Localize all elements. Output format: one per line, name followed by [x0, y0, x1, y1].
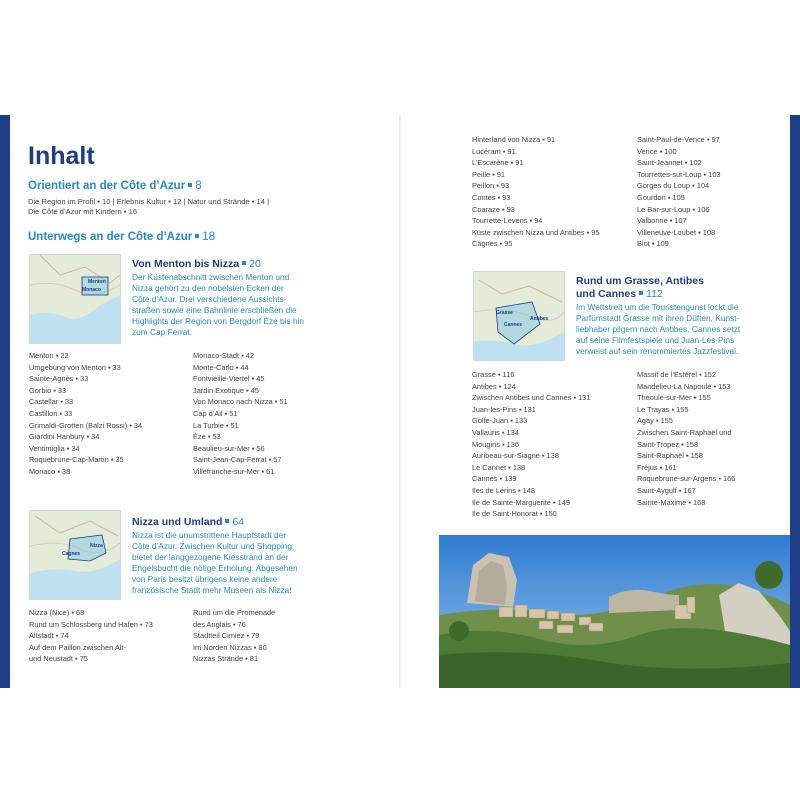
- grasse-desc-line: liebhaber pilgern nach Antibes, Cannes setzt: [576, 324, 741, 334]
- list-item: Grasse ▪ 116: [472, 370, 515, 379]
- list-item: Gorbio ▪ 33: [29, 385, 67, 395]
- list-item: Peillon ▪ 93: [472, 181, 510, 191]
- list-item: Le Bar-sur-Loup ▪ 106: [637, 204, 710, 214]
- list-item: Nizzas Strände ▪ 81: [193, 654, 259, 664]
- list-item: Monte-Carlo ▪ 44: [193, 362, 249, 372]
- grasse-title-line-2: [576, 288, 704, 301]
- list-item: Roquebrune-Cap-Martin ▪ 35: [29, 455, 124, 465]
- list-item: Biot ▪ 109: [637, 239, 669, 249]
- nizza-desc-line: bietet der langgezogene Kiesstrand an der: [132, 552, 289, 562]
- menton-desc-line: straßen sowie eine Bahnlinie erschließen die: [132, 305, 297, 315]
- nizza-description: [132, 530, 298, 596]
- list-item: Giardini Hanbury ▪ 34: [29, 432, 100, 442]
- list-item: Küste zwischen Nizza und Antibes ▪ 95: [472, 227, 600, 237]
- bullet-square-icon: [639, 291, 643, 295]
- nizza-map-label-cagnes: Cagnes: [62, 551, 81, 557]
- nizza-list-col1: [29, 607, 153, 665]
- list-item: Villeneuve-Loubet ▪ 108: [637, 227, 716, 237]
- nizza-list-col2: [193, 607, 275, 665]
- list-item: Saint-Jeannet ▪ 102: [637, 158, 702, 168]
- section-orientiert-heading: [28, 180, 202, 192]
- grasse-map-label-cannes: Cannes: [504, 322, 523, 328]
- grasse-desc-line: verweist auf sein renommiertes Jazzfestival.: [576, 346, 739, 356]
- list-item: Vence ▪ 100: [637, 146, 677, 156]
- list-item: Nizza (Nice) ▪ 68: [29, 608, 85, 617]
- list-item: Mougins ▪ 136: [472, 439, 519, 449]
- list-item: Sainte-Agnès ▪ 33: [29, 374, 89, 384]
- list-item: Jardin Exotique ▪ 45: [193, 385, 259, 395]
- section-unterwegs-title: Unterwegs an der Côte d’Azur: [28, 231, 193, 243]
- menton-desc-line: zum Cap Ferrat.: [132, 327, 192, 337]
- list-item: Auribeau-sur-Siagne ▪ 138: [472, 451, 559, 461]
- bullet-square-icon: [225, 519, 229, 523]
- list-item: Iles de Lérins ▪ 148: [472, 485, 536, 495]
- menton-list-col1: [29, 350, 142, 478]
- list-item: Cap d’Ail ▪ 51: [193, 408, 238, 418]
- list-item: Roquebrune-sur-Argens ▪ 166: [637, 474, 736, 484]
- list-item: Ile de Sainte-Marguerite ▪ 149: [472, 497, 570, 507]
- list-item: Sainte-Maxime ▪ 168: [637, 497, 706, 507]
- bullet-square-icon: [195, 234, 199, 238]
- list-item: Grimaldi-Grotten (Balzi Rossi) ▪ 34: [29, 420, 143, 430]
- list-item: Cannes ▪ 139: [472, 474, 517, 484]
- nizza-region-map: [29, 510, 121, 600]
- village-photo: [439, 535, 790, 688]
- list-item: Fontvieille-Viertel ▪ 45: [193, 374, 265, 384]
- section-orientiert-title: Orientiert an der Côte d’Azur: [28, 180, 186, 192]
- list-item: Zwischen Saint-Raphaël und: [637, 427, 732, 437]
- list-item: Rund um die Promenade: [193, 608, 276, 617]
- menton-map-label-monaco: Monaco: [82, 287, 101, 293]
- grasse-description: [576, 302, 740, 357]
- list-item: Ventimiglia ▪ 34: [29, 443, 80, 453]
- list-item: Tourrette-Levens ▪ 94: [472, 216, 543, 226]
- list-item: Auf dem Paillon zwischen Alt-: [29, 642, 126, 652]
- list-item: L’Escarène ▪ 91: [472, 158, 524, 168]
- nizza-desc-line: von Paris besitzt übrigens keine andere: [132, 574, 278, 584]
- menton-map-label-menton: Menton: [88, 279, 106, 285]
- nizza-desc-line: Engelsbucht die nötige Erholung. Abgesehen: [132, 563, 298, 573]
- list-item: Antibes ▪ 124: [472, 381, 516, 391]
- list-item: Im Norden Nizzas ▪ 80: [193, 642, 267, 652]
- list-item: Beaulieu-sur-Mer ▪ 56: [193, 443, 265, 453]
- section-unterwegs-heading: [28, 231, 215, 243]
- list-item: des Anglais ▪ 76: [193, 619, 246, 629]
- list-item: Juan-les-Pins ▪ 131: [472, 404, 536, 414]
- grasse-title-text: und Cannes: [576, 288, 637, 300]
- list-item: Villefranche-sur-Mer ▪ 61: [193, 466, 275, 476]
- menton-description: [132, 272, 304, 338]
- menton-heading: [132, 258, 261, 271]
- list-item: Agay ▪ 155: [637, 416, 673, 426]
- list-item: Menton ▪ 22: [29, 351, 69, 360]
- list-item: Monaco-Stadt ▪ 42: [193, 351, 254, 360]
- list-item: Fréjus ▪ 161: [637, 462, 677, 472]
- menton-desc-line: Côte d’Azur. Drei verschiedene Aussichts-: [132, 294, 287, 304]
- grasse-desc-line: Parfümstadt Grasse mit ihren Düften, Kunst-: [576, 313, 740, 323]
- bullet-square-icon: [188, 183, 192, 187]
- list-item: Gourdon ▪ 105: [637, 192, 685, 202]
- list-item: Massif de l’Estérel ▪ 152: [637, 370, 717, 379]
- menton-desc-line: Nizza gehört zu den nobelsten Ecken der: [132, 283, 284, 293]
- list-item: La Turbie ▪ 51: [193, 420, 239, 430]
- book-gutter: [399, 115, 401, 688]
- list-item: Von Monaco nach Nizza ▪ 51: [193, 397, 288, 407]
- section-orientiert-line-2: Die Côte d’Azur mit Kindern ▪ 16: [28, 207, 138, 216]
- grasse-desc-line: Im Wettstreit um die Touristengunst lockt die: [576, 302, 739, 312]
- list-item: Saint-Jean-Cap-Ferrat ▪ 57: [193, 455, 282, 465]
- menton-desc-line: Der Küstenabschnitt zwischen Menton und: [132, 272, 290, 282]
- menton-list-col2: [193, 350, 288, 478]
- grasse-title-line-1: Rund um Grasse, Antibes: [576, 275, 704, 287]
- list-item: Cagnes ▪ 95: [472, 239, 513, 249]
- section-unterwegs-page: 18: [202, 231, 216, 243]
- list-item: Umgebung von Menton ▪ 33: [29, 362, 121, 372]
- list-item: Tourrettes-sur-Loup ▪ 103: [637, 169, 721, 179]
- list-item: Saint-Aygulf ▪ 167: [637, 485, 696, 495]
- list-item: Hinterland von Nizza ▪ 91: [472, 135, 556, 144]
- nizza-page: 64: [232, 516, 245, 528]
- grasse-list-col2: [637, 369, 735, 508]
- grasse-map-label-antibes: Antibes: [530, 316, 549, 322]
- list-item: Théoule-sur-Mer ▪ 155: [637, 393, 711, 403]
- list-item: Ile de Saint-Honorat ▪ 150: [472, 509, 557, 519]
- list-item: und Neustadt ▪ 75: [29, 654, 88, 664]
- list-item: Gorges du Loup ▪ 104: [637, 181, 710, 191]
- list-item: Contes ▪ 93: [472, 192, 511, 202]
- page-title: Inhalt: [28, 142, 95, 170]
- list-item: Coaraze ▪ 93: [472, 204, 515, 214]
- grasse-page: 112: [646, 288, 663, 300]
- grasse-desc-line: auf seine Filmfestspiele und Juan-Les-Pins: [576, 335, 735, 345]
- list-item: Zwischen Antibes und Cannes ▪ 131: [472, 393, 591, 403]
- list-item: Saint-Raphaël ▪ 158: [637, 451, 703, 461]
- list-item: Le Cannet ▪ 138: [472, 462, 526, 472]
- grasse-region-map: [473, 271, 565, 361]
- list-item: Èze ▪ 53: [193, 432, 221, 442]
- menton-title: Von Menton bis Nizza: [132, 258, 240, 270]
- grasse-map-label-grasse: Grasse: [496, 310, 513, 316]
- grasse-list-col1: [472, 369, 590, 520]
- list-item: Mandelieu-La Napoule ▪ 153: [637, 381, 731, 391]
- list-item: Le Trayas ▪ 155: [637, 404, 689, 414]
- list-item: Golfe-Juan ▪ 133: [472, 416, 528, 426]
- nizza-heading: [132, 516, 244, 529]
- menton-region-map: [29, 254, 121, 344]
- list-item: Peille ▪ 91: [472, 169, 506, 179]
- list-item: Rund um Schlossberg und Hafen ▪ 73: [29, 619, 153, 629]
- list-item: Valbonne ▪ 107: [637, 216, 687, 226]
- nizza-desc-line: Côte d’Azur. Zwischen Kultur und Shopping: [132, 541, 293, 551]
- nizza-map-label-nizza: Nizza: [90, 543, 103, 549]
- list-item: Altstadt ▪ 74: [29, 631, 69, 641]
- list-item: Stadtteil Cimiez ▪ 79: [193, 631, 260, 641]
- section-orientiert-page: 8: [195, 180, 202, 192]
- nizza-desc-line: französische Stadt mehr Museen als Nizza!: [132, 585, 292, 595]
- grasse-heading: [576, 275, 704, 301]
- list-item: Monaco ▪ 38: [29, 466, 71, 476]
- list-item: Saint-Tropez ▪ 158: [637, 439, 699, 449]
- list-item: Vallauris ▪ 134: [472, 427, 519, 437]
- bullet-square-icon: [242, 261, 246, 265]
- hinterland-list-col2: [637, 134, 721, 250]
- list-item: Castellar ▪ 33: [29, 397, 74, 407]
- hinterland-list-col1: [472, 134, 600, 250]
- menton-desc-line: Highlights der Region von Bergdorf Èze bis hin: [132, 316, 305, 326]
- menton-page: 20: [249, 258, 261, 270]
- nizza-title: Nizza und Umland: [132, 516, 223, 528]
- list-item: Lucéram ▪ 91: [472, 146, 516, 156]
- nizza-desc-line: Nizza ist die unumstrittene Hauptstadt der: [132, 530, 287, 540]
- list-item: Saint-Paul-de-Vence ▪ 97: [637, 135, 720, 144]
- section-orientiert-line-1: Die Region im Profil ▪ 10 | Erlebnis Kultur ▪ 12 | Natur und Strände ▪ 14 |: [28, 197, 270, 206]
- list-item: Castillon ▪ 33: [29, 408, 73, 418]
